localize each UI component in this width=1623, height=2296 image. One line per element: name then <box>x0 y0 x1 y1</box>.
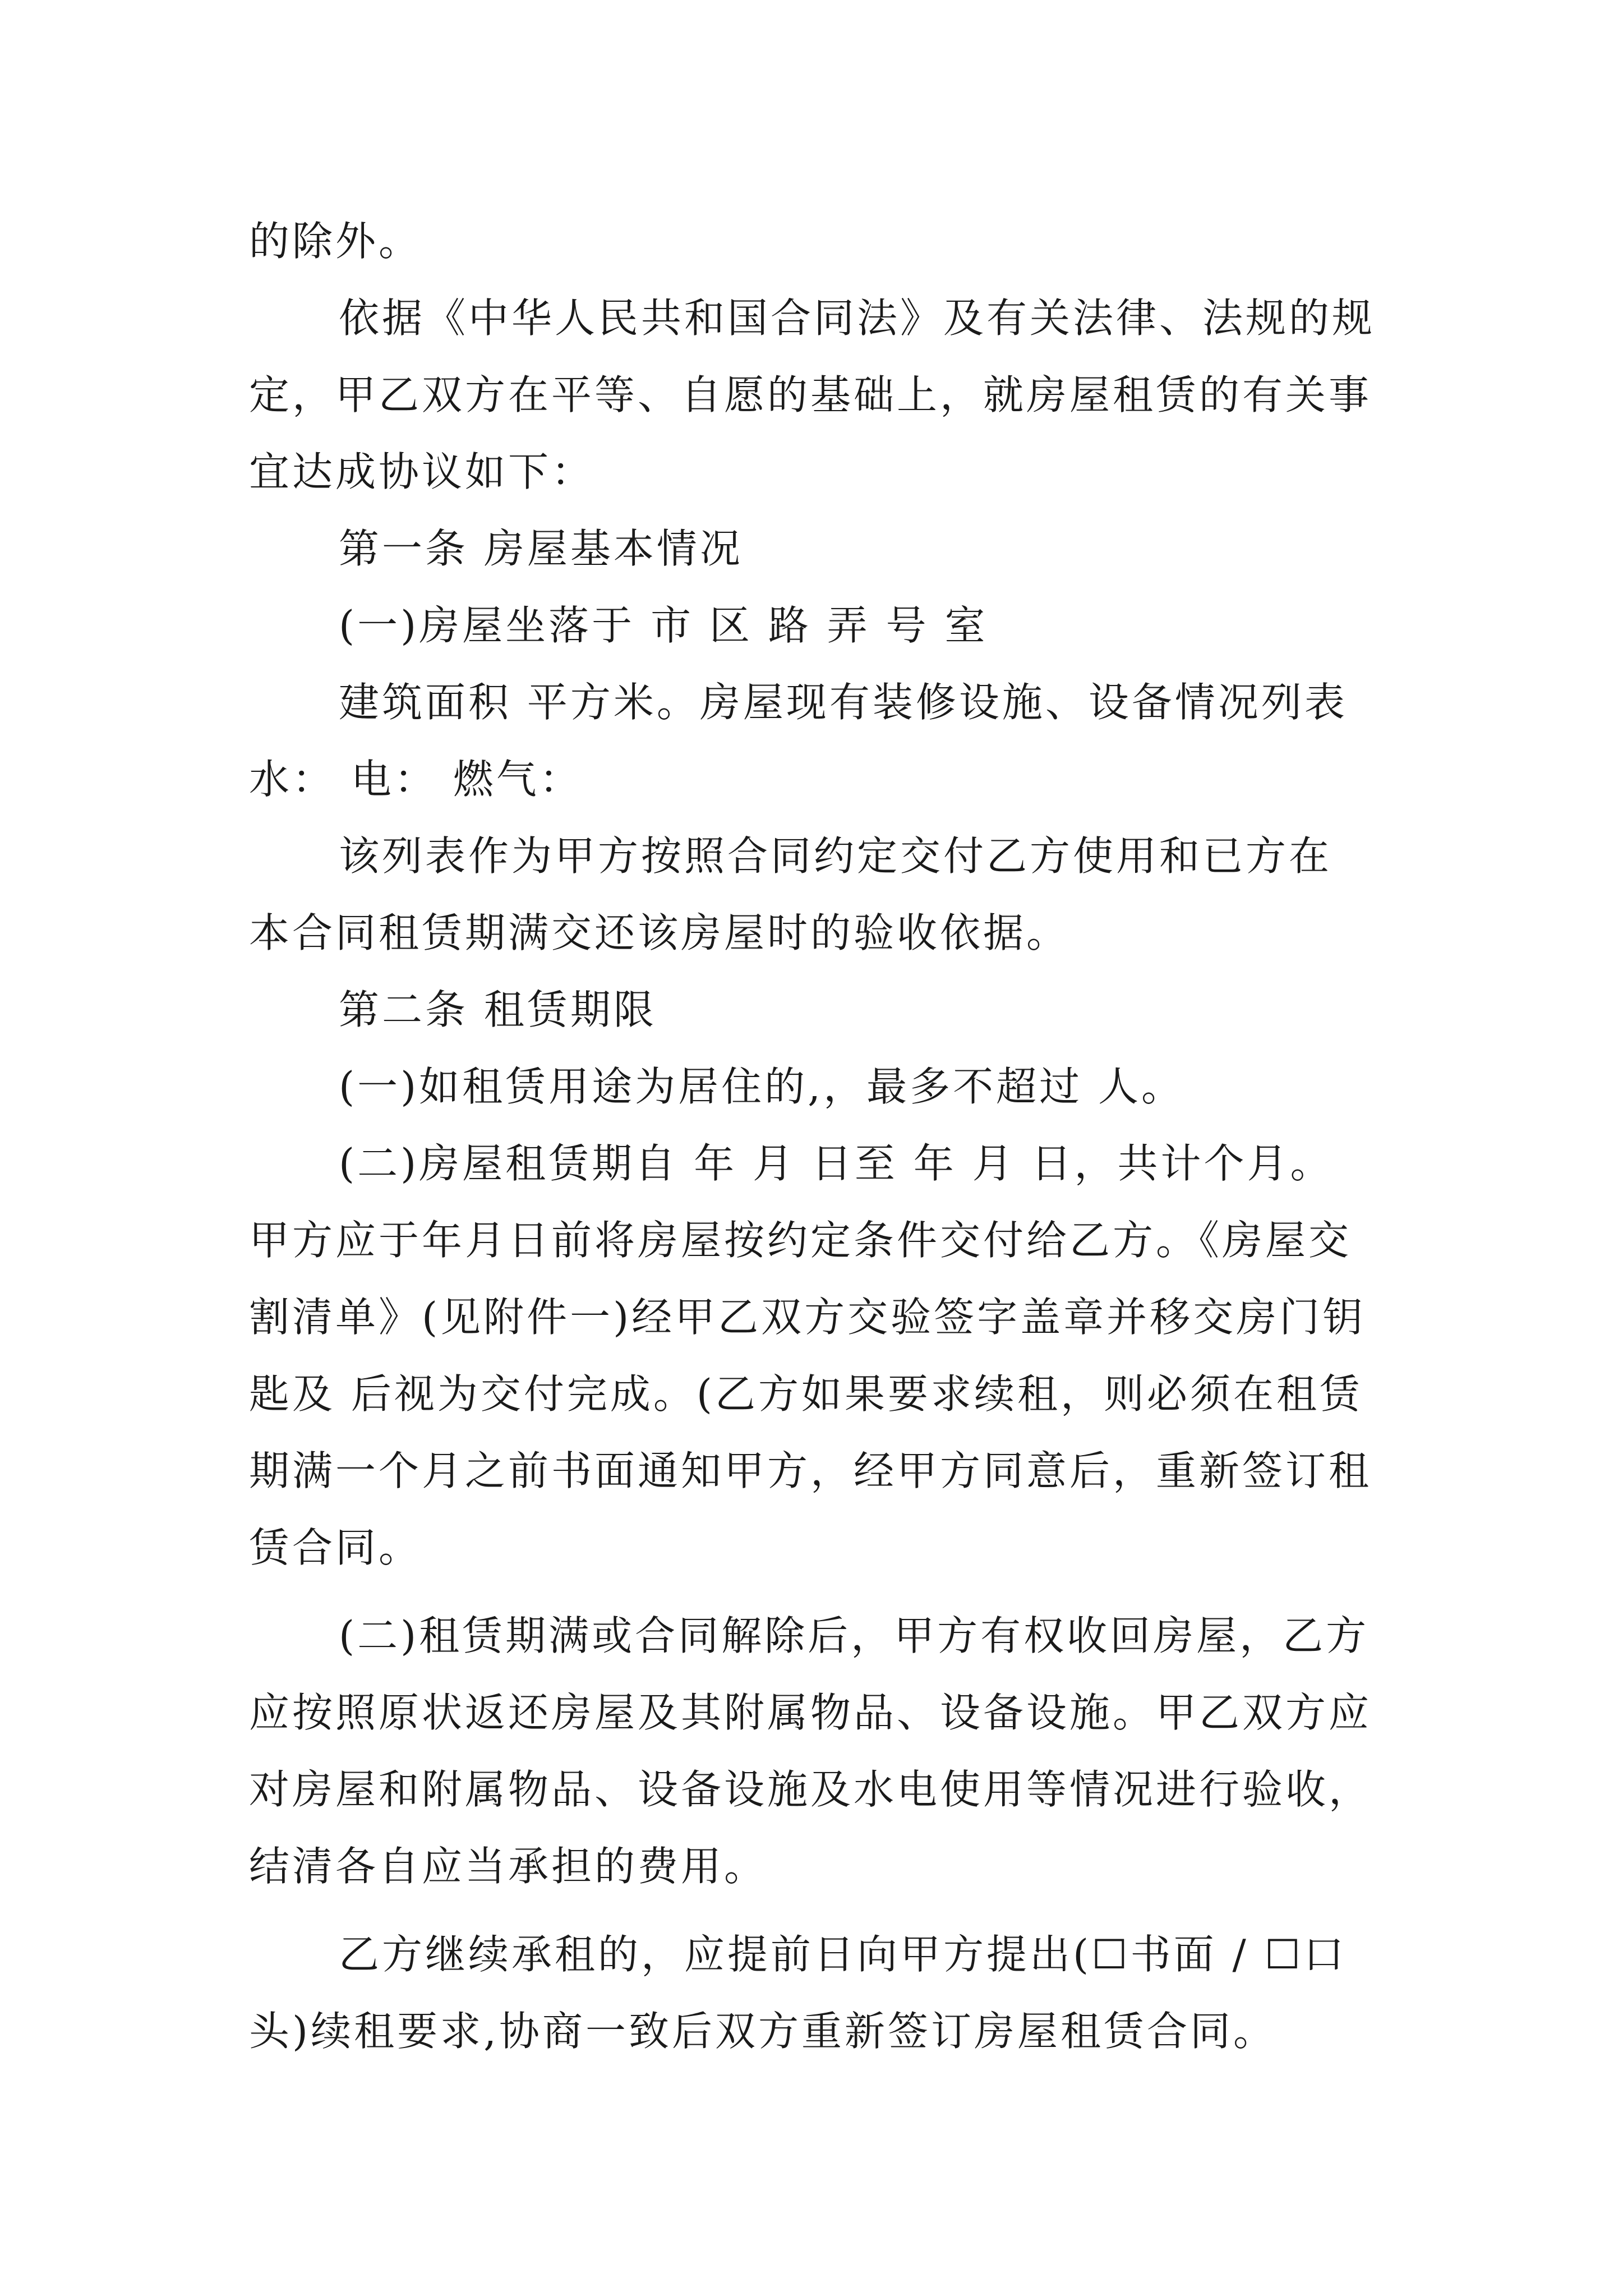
text-line: (一)如租赁用途为居住的,，最多不超过 人。 <box>339 1063 1184 1110</box>
text-line: (二)房屋租赁期自 年 月 日至 年 月 日，共计个月。 <box>339 1140 1334 1187</box>
text-line: 结清各自应当承担的费用。 <box>249 1843 768 1890</box>
text-line: 水： 电： 燃气： <box>249 756 583 803</box>
text-line: 头)续租要求,协商一致后双方重新签订房屋租赁合同。 <box>249 2008 1276 2055</box>
text-line: 割清单》(见附件一)经甲乙双方交验签字盖章并移交房门钥 <box>249 1294 1366 1341</box>
text-line: 乙方继续承租的，应提前日向甲方提出(☐书面 / ☐口 <box>339 1931 1347 1978</box>
text-line: 期满一个月之前书面通知甲方，经甲方同意后，重新签订租 <box>249 1447 1372 1494</box>
text-line: 建筑面积 平方米。房屋现有装修设施、设备情况列表 <box>339 679 1348 726</box>
text-line: 对房屋和附属物品、设备设施及水电使用等情况进行验收， <box>249 1766 1372 1813</box>
text-line: 本合同租赁期满交还该房屋时的验收依据。 <box>249 909 1070 956</box>
text-line: 宜达成协议如下： <box>249 448 595 495</box>
text-line: 匙及 后视为交付完成。(乙方如果要求续租，则必须在租赁 <box>249 1370 1363 1418</box>
article-heading: 第二条 租赁期限 <box>339 986 657 1033</box>
text-line: (一)房屋坐落于 市 区 路 弄 号 室 <box>339 602 988 649</box>
text-line: (二)租赁期满或合同解除后，甲方有权收回房屋，乙方 <box>339 1612 1370 1659</box>
text-line: 依据《中华人民共和国合同法》及有关法律、法规的规 <box>339 295 1376 342</box>
text-line: 定，甲乙双方在平等、自愿的基础上，就房屋租赁的有关事 <box>249 371 1372 418</box>
text-line: 应按照原状返还房屋及其附属物品、设备设施。甲乙双方应 <box>249 1689 1372 1736</box>
text-line: 的除外。 <box>249 218 422 265</box>
text-line: 甲方应于年月日前将房屋按约定条件交付给乙方。《房屋交 <box>249 1217 1352 1264</box>
contract-body <box>249 203 1393 2070</box>
text-line: 赁合同。 <box>249 1524 422 1571</box>
text-line: 该列表作为甲方按照合同约定交付乙方使用和已方在 <box>339 832 1332 880</box>
article-heading: 第一条 房屋基本情况 <box>339 525 743 572</box>
